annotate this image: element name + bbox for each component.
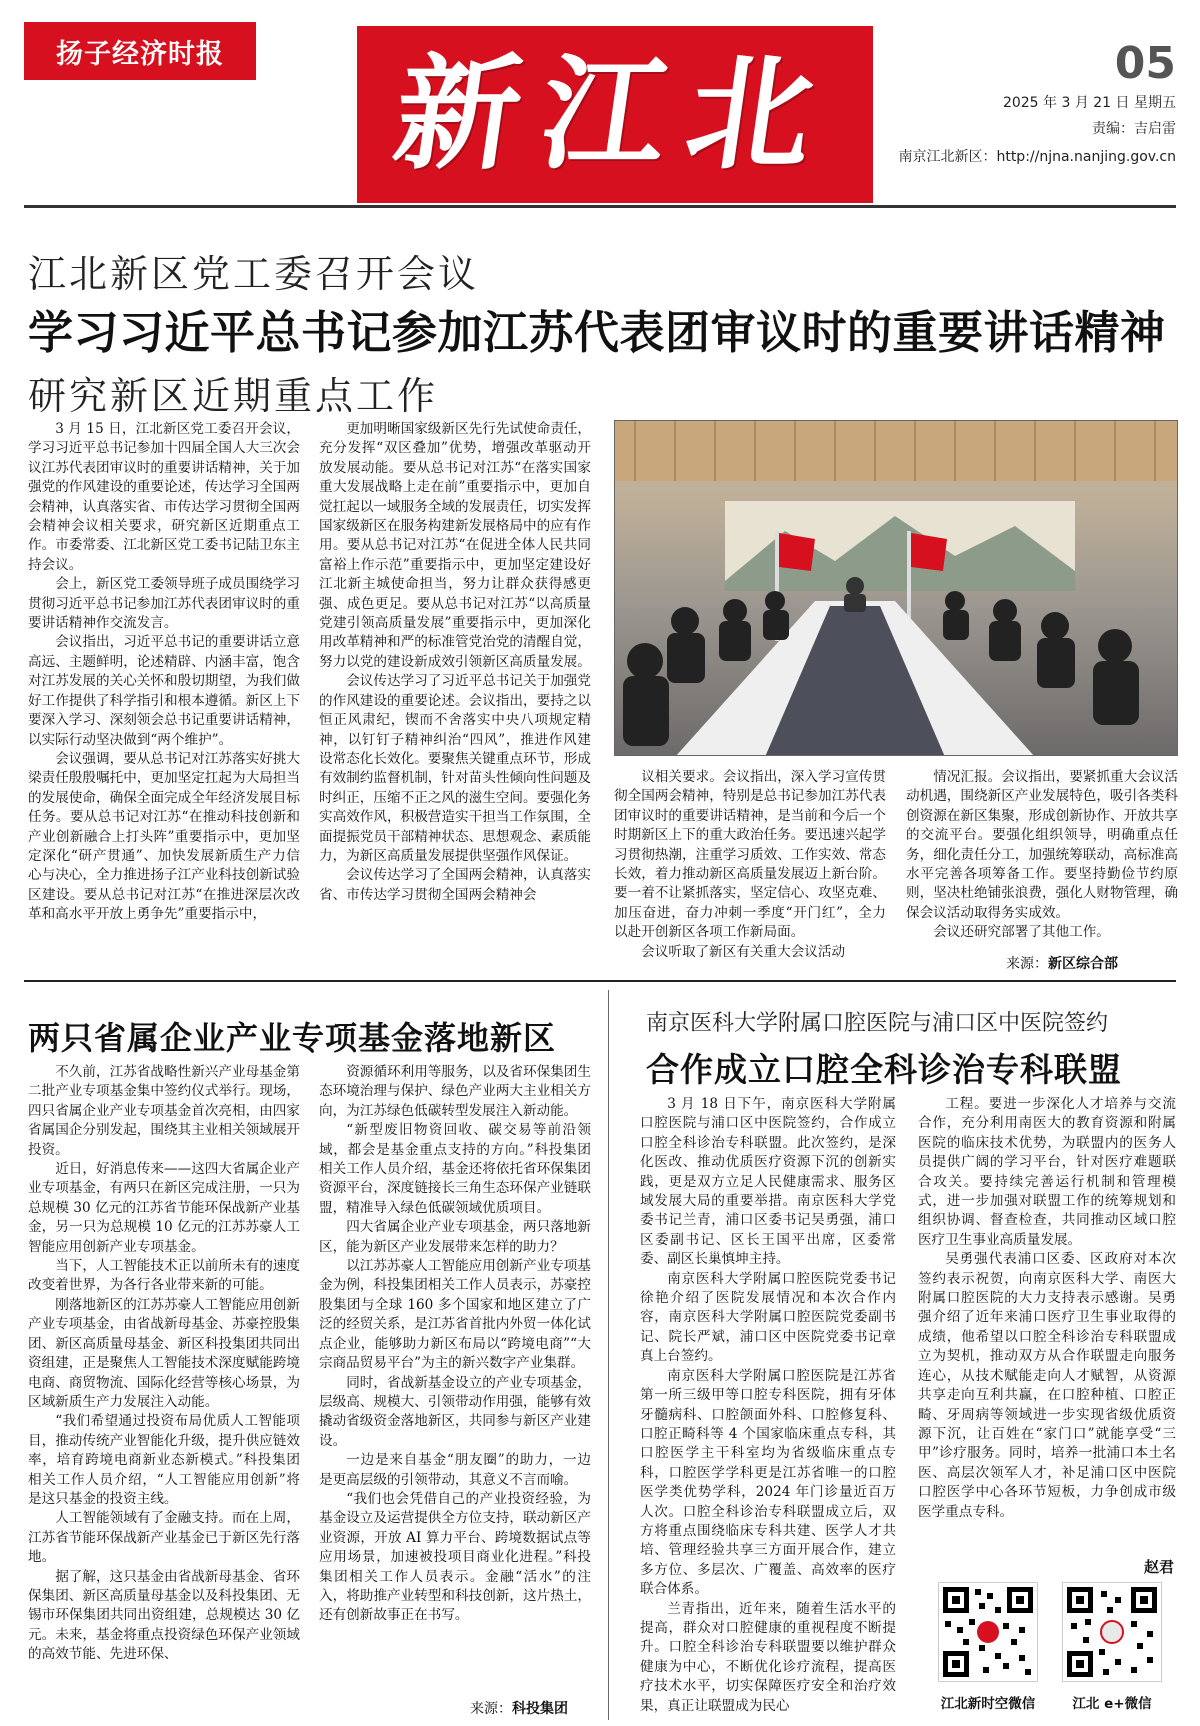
- lead-column-1: [28, 420, 300, 975]
- column-divider: [608, 990, 609, 1720]
- lead-subtitle: 研究新区近期重点工作: [28, 374, 439, 418]
- paragraph: 兰青指出，近年来，随着生活水平的提高，群众对口腔健康的重视程度不断提升。口腔全科诊治专科联盟要以维护群众健康为中心，不断优化诊疗流程，提高医疗技术水平，切实保障医疗安全和治疗效果，真正让联盟成为民心: [640, 1600, 896, 1714]
- paragraph: 人工智能领域有了金融支持。而在上周，江苏省节能环保战新产业基金已于新区先行落地。: [28, 1510, 300, 1566]
- paragraph: 会上，新区党工委领导班子成员围绕学习贯彻习近平总书记参加江苏代表团审议时的重要讲话精神作交流发言。: [28, 576, 300, 632]
- paragraph: 议相关要求。会议指出，深入学习宣传贯彻全国两会精神，特别是总书记参加江苏代表团审议时的重要讲话精神，是当前和今后一个时期新区上下的重大政治任务。要迅速兴起学习贯彻热潮，注重学习质效、工作实效、常态长效，着力推动新区高质量发展迈上新台阶。要一着不让紧抓落实，坚定信心、攻坚克难、加压奋进，奋力冲刺一季度“开门红”，全力以赴开创新区各项工作新局面。: [614, 769, 886, 941]
- story2-column-2: [319, 1063, 591, 1691]
- qr-caption-1: 江北新时空微信: [940, 1696, 1036, 1712]
- lead-source-label: 来源：: [1006, 956, 1048, 972]
- paragraph: 同时，省战新基金设立的产业专项基金，层级高、规模大、引领带动作用强，能够有效撬动省级资金落地新区，共同参与新区产业建设。: [319, 1374, 591, 1449]
- lead-source-text: 新区综合部: [1048, 956, 1118, 972]
- paragraph: “我们希望通过投资布局优质人工智能项目，推动传统产业智能化升级，提升供应链效率，培育跨境电商新业态新模式。”科投集团相关工作人员介绍，“人工智能应用创新”将是这只基金的投资主线。: [28, 1413, 300, 1507]
- paragraph: 南京医科大学附属口腔医院党委书记徐艳介绍了医院发展情况和本次合作内容，南京医科大学附属口腔医院党委副书记、院长严斌，浦口区中医院党委书记章真上台签约。: [640, 1270, 896, 1365]
- story3-column-2: [918, 1095, 1176, 1550]
- story3-title: 合作成立口腔全科诊治专科联盟: [646, 1050, 1122, 1089]
- masthead-divider: [24, 205, 1176, 208]
- lead-source: [1006, 953, 1118, 973]
- brand-title: 新江北: [385, 41, 845, 187]
- paragraph: 近日，好消息传来——这四大省属企业产业专项基金，有两只在新区完成注册，一只为总规模 30 亿元的江苏省节能环保战新产业基金，另一只为总规模 10 亿元的江苏苏豪人工智能应用创新产业专项基金。: [28, 1161, 300, 1255]
- lead-kicker: 江北新区党工委召开会议: [28, 252, 480, 296]
- paragraph: 当下，人工智能技术正以前所未有的速度改变着世界，为各行各业带来新的可能。: [28, 1258, 300, 1294]
- paragraph: 四大省属企业产业专项基金，两只落地新区，能为新区产业发展带来怎样的助力？: [319, 1219, 591, 1255]
- editor-line: 责编：吉启雷: [1092, 121, 1176, 137]
- paragraph: 会议指出，习近平总书记的重要讲话立意高远、主题鲜明，论述精辟、内涵丰富，饱含对江苏发展的关心关怀和殷切期望，为我们做好工作提供了科学指引和根本遵循。新区上下要深入学习、深刻领会总书记重要讲话精神，以实际行动坚决做到“两个维护”。: [28, 634, 300, 748]
- lead-column-4: [906, 768, 1178, 954]
- date-line: 2025 年 3 月 21 日 星期五: [1002, 95, 1176, 111]
- paragraph: 会议传达学习了习近平总书记关于加强党的作风建设的重要论述。会议指出，要持之以恒正风肃纪，锲而不舍落实中央八项规定精神，以钉钉子精神纠治“四风”，推进作风建设常态化长效化。要聚焦关键重点环节，形成有效制约监督机制，针对苗头性倾向性问题及时纠正，压缩不正之风的滋生空间。要强化务实高效作风，积极营造实干担当工作氛围，全面提振党员干部精神状态、思想观念、素质能力，为新区高质量发展提供坚强作风保证。: [319, 673, 591, 864]
- paragraph: 会议听取了新区有关重大会议活动: [641, 943, 846, 960]
- paragraph: 工程。要进一步深化人才培养与交流合作，充分利用南医大的教育资源和附属医院的临床技术优势，为联盟内的医务人员提供广阔的学习平台，针对医疗难题联合攻关。要持续完善运行机制和管理模式，进一步加强对联盟工作的统筹规划和组织协调、督查检查，共同推动区域口腔医疗卫生事业高质量发展。: [918, 1096, 1176, 1248]
- wood-panel: [615, 421, 1178, 481]
- flag-right: [911, 533, 947, 571]
- story2-source-label: 来源：: [470, 1701, 512, 1717]
- paragraph: “我们也会凭借自己的产业投资经验，为基金设立及运营提供全方位支持，联动新区产业资源，开放 AI 算力平台、跨境数据试点等应用场景，加速被投项目商业化进程。”科投集团相关工作人员表示。金融“活水”的注入，将助推产业转型和科技创新，这片热土，还有创新故事正在书写。: [319, 1490, 591, 1624]
- brand-block: [357, 26, 873, 203]
- paragraph: 更加明晰国家级新区先行先试使命责任，充分发挥“双区叠加”优势，增强改革驱动开放发展动能。要从总书记对江苏“在落实国家重大发展战略上走在前”重要指示中，更加自觉扛起以一域服务全域的发展责任，切实发挥国家级新区在服务构建新发展格局中的应有作用。要从总书记对江苏“在促进全体人民共同富裕上作示范”重要指示中，更加坚定建设好江北新主城使命担当，努力让群众获得感更强、成色更足。要从总书记对江苏“以高质量党建引领高质量发展”重要指示中，更加深化用改革精神和严的标准管党治党的清醒自觉，努力以党的建设新成效引领新区高质量发展。: [319, 421, 591, 670]
- paragraph: 刚落地新区的江苏苏豪人工智能应用创新产业专项基金，由省战新母基金、苏豪控股集团、新区高质量母基金、新区科投集团共同出资组建，正是聚焦人工智能技术深度赋能跨境电商、商贸物流、国际化经营等核心场景，为区域新质生产力发展注入动能。: [28, 1296, 300, 1410]
- qr-icon-2: [1063, 1583, 1161, 1681]
- paragraph: 南京医科大学附属口腔医院是江苏省第一所三级甲等口腔专科医院，拥有牙体牙髓病科、口腔颌面外科、口腔修复科、口腔正畸科等 4 个国家临床重点专科，其口腔医学主干科室均为省级临床重点专科，口腔医学学科更是江苏省唯一的口腔医学类优势学科，2024 年门诊量近百万人次。口腔全科诊治专科联盟成立后，双方将重点围绕临床专科共建、医学人才共培、管理经验共享三方面开展合作，建立多方位、多层次、广覆盖、高效率的医疗联合体系。: [640, 1367, 896, 1598]
- paragraph: 3 月 18 日下午，南京医科大学附属口腔医院与浦口区中医院签约，合作成立口腔全科诊治专科联盟。此次签约，是深化医改、推动优质医疗资源下沉的创新实践，更是双方立足人民健康需求、服务区域发展大局的重要举措。南京医科大学党委书记兰青，浦口区委书记吴勇强，浦口区委副书记、区长王国平出席，区委常委、副区长巢慎坤主持。: [640, 1096, 896, 1268]
- paragraph: 会议强调，要从总书记对江苏落实好挑大梁责任殷殷嘱托中，更加坚定扛起为大局担当的发展使命，确保全面完成全年经济发展目标任务。要从总书记对江苏“在推动科技创新和产业创新融合上打头阵”重要指示中，更加坚定深化“研产贯通”、加快发展新质生产力信心与决心，全力推进扬子江产业科技创新试验区建设。要从总书记对江苏“在推进深层次改革和高水平开放上勇争先”重要指示中，: [28, 750, 300, 923]
- qr-icon-1: [939, 1583, 1037, 1681]
- chair-person-body: [844, 594, 866, 612]
- page-info: [876, 38, 1176, 166]
- meeting-photo: [614, 420, 1178, 756]
- story2-column-1: [28, 1063, 300, 1723]
- masthead: [24, 22, 1176, 204]
- paragraph: 会议还研究部署了其他工作。: [933, 924, 1110, 941]
- page-number: 05: [1114, 38, 1176, 89]
- flag-left: [779, 533, 815, 571]
- paper-logo: 扬子经济时报: [24, 22, 256, 80]
- paragraph: 资源循环利用等服务，以及省环保集团生态环境治理与保护、绿色产业两大主业相关方向，为江苏绿色低碳转型发展注入新动能。: [319, 1064, 591, 1119]
- qr-code-2[interactable]: [1062, 1582, 1162, 1682]
- story3-kicker: 南京医科大学附属口腔医院与浦口区中医院签约: [646, 1011, 1109, 1036]
- url-line[interactable]: 南京江北新区：http://njna.nanjing.gov.cn: [898, 149, 1176, 165]
- paragraph: 情况汇报。会议指出，要紧抓重大会议活动机遇，围绕新区产业发展特色，吸引各类科创资源在新区集聚，形成创新协作、开放共享的交流平台。要强化组织领导，明确重点任务，细化责任分工，加强统筹联动，高标准高水平完善各项筹备工作。要坚持勤俭节约原则，坚决杜绝铺张浪费，强化人财物管理，确保会议活动取得务实成效。: [906, 769, 1178, 921]
- paragraph: 以江苏苏豪人工智能应用创新产业专项基金为例，科投集团相关工作人员表示，苏豪控股集团与全球 160 多个国家和地区建立了广泛的经贸关系，是江苏省首批内外贸一体化试点企业，能够助力新区布局以“跨境电商”“大宗商品贸易平台”为主的新兴数字产业集群。: [319, 1258, 591, 1372]
- paragraph: 吴勇强代表浦口区委、区政府对本次签约表示祝贺，向南京医科大学、南医大附属口腔医院的大力支持表示感谢。吴勇强介绍了近年来浦口医疗卫生事业取得的成绩，他希望以口腔全科诊治专科联盟成立为契机，推动双方从合作联盟走向服务连心，从技术赋能走向人才赋智，从资源共享走向互利共赢，在口腔种植、口腔正畸、牙周病等领域进一步实现省级优质资源下沉，让百姓在“家门口”就能享受“三甲”诊疗服务。同时，培养一批浦口本土名医、高层次领军人才，补足浦口区中医院口腔医学中心各环节短板，力争创成市级医学重点专科。: [918, 1251, 1176, 1520]
- qr-code-1[interactable]: [938, 1582, 1038, 1682]
- paragraph: 一边是来自基金“朋友圈”的助力，一边是更高层级的引领带动，其意义不言而喻。: [319, 1452, 591, 1488]
- paragraph: 3 月 15 日，江北新区党工委召开会议，学习习近平总书记参加十四届全国人大三次会议江苏代表团审议时的重要讲话精神，关于加强党的作风建设的重要论述，传达学习全国两会精神，认真落实省、市传达学习贯彻全国两会精神会议相关要求，研究新区近期重点工作。市委常委、江北新区党工委书记陆卫东主持会议。: [28, 421, 300, 573]
- chair-person: [846, 577, 864, 595]
- story3-byline: 赵君: [1144, 1558, 1175, 1576]
- paragraph: 不久前，江苏省战略性新兴产业母基金第二批产业专项基金集中签约仪式举行。现场，四只省属企业产业专项基金首次亮相，由四家省属国企分别发起，围绕其主业相关领域展开投资。: [28, 1064, 300, 1158]
- story2-source-text: 科投集团: [512, 1701, 568, 1717]
- section-divider: [24, 980, 1176, 982]
- paragraph: 会议传达学习了全国两会精神，认真落实省、市传达学习贯彻全国两会精神会: [319, 867, 591, 903]
- story3-column-1: [640, 1095, 896, 1723]
- lead-title: 学习习近平总书记参加江苏代表团审议时的重要讲话精神: [28, 306, 1166, 359]
- lead-column-2: [319, 420, 591, 975]
- qr-caption-2: 江北 e+微信: [1072, 1696, 1152, 1712]
- meeting-photo-art: [615, 421, 1178, 756]
- story2-title: 两只省属企业产业专项基金落地新区: [28, 1019, 557, 1057]
- story2-source: [470, 1698, 568, 1718]
- paragraph: 据了解，这只基金由省战新母基金、省环保集团、新区高质量母基金以及科投集团、无锡市环保集团共同出资组建，总规模达 30 亿元。未来，基金将重点投资绿色环保产业领域的高效节能、先进环保、: [28, 1568, 300, 1663]
- paragraph: “新型废旧物资回收、碳交易等前沿领域，都会是基金重点支持的方向。”科投集团相关工作人员介绍，基金还将依托省环保集团资源平台，深度链接长三角生态环保产业链联盟，精准导入绿色低碳领域优质项目。: [319, 1122, 591, 1216]
- lead-column-3: [614, 768, 886, 978]
